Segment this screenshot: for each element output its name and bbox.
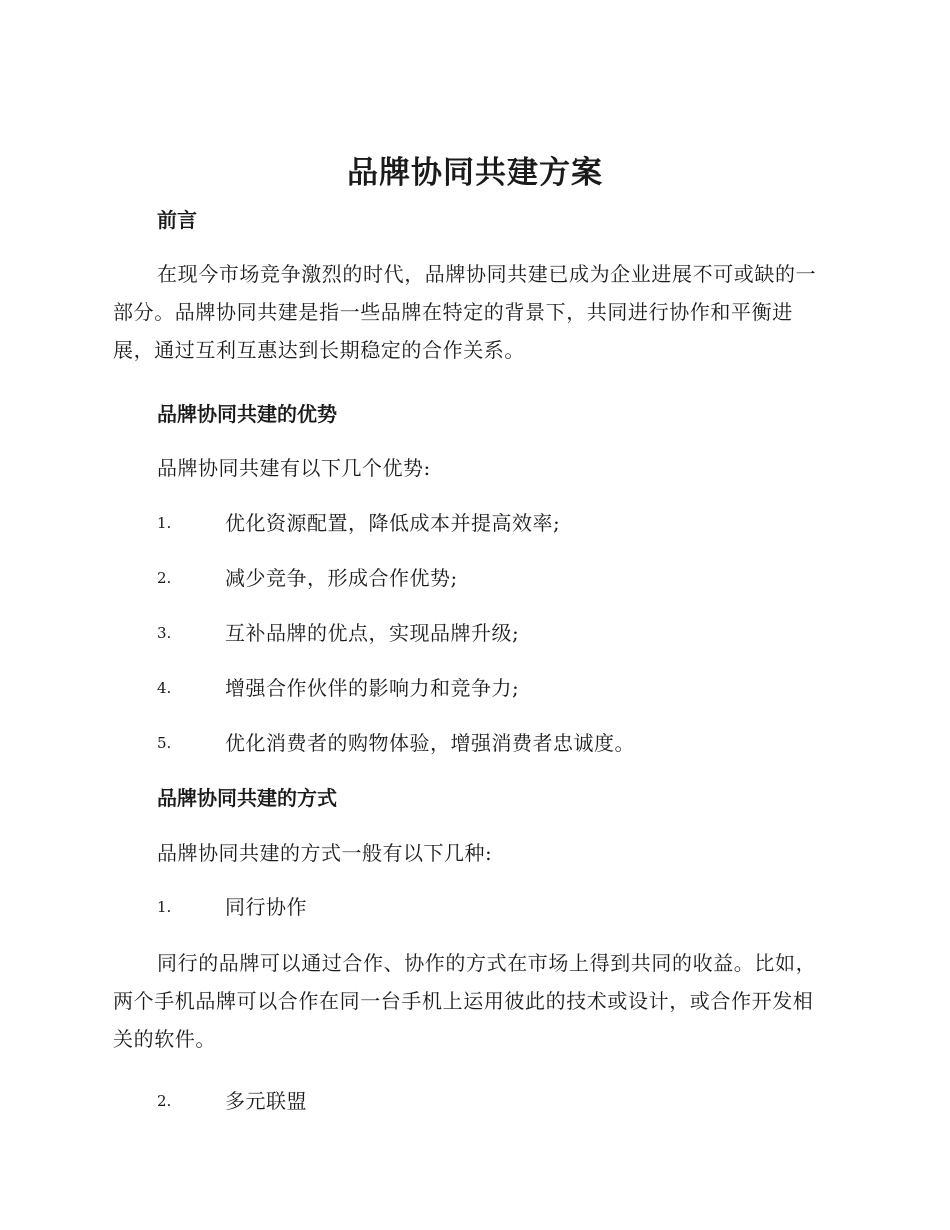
list-text: 互补品牌的优点，实现品牌升级; xyxy=(225,621,520,645)
list-text: 优化消费者的购物体验，增强消费者忠诚度。 xyxy=(225,731,635,755)
list-number: 5. xyxy=(157,734,172,752)
advantages-heading: 品牌协同共建的优势 xyxy=(157,402,337,426)
list-number: 2. xyxy=(157,1092,172,1110)
methods-intro: 品牌协同共建的方式一般有以下几种: xyxy=(157,841,493,865)
list-text: 减少竞争，形成合作优势; xyxy=(225,566,458,590)
list-number: 3. xyxy=(157,624,172,642)
method-paragraph: 同行的品牌可以通过合作、协作的方式在市场上得到共同的收益。比如，两个手机品牌可以合作在同一台手机上运用彼此的技术或设计，或合作开发相关的软件。 xyxy=(113,951,817,1051)
document-title: 品牌协同共建方案 xyxy=(347,155,603,191)
list-number: 1. xyxy=(157,514,172,532)
list-number: 1. xyxy=(157,898,172,916)
list-text: 优化资源配置，降低成本并提高效率; xyxy=(225,511,561,535)
methods-heading: 品牌协同共建的方式 xyxy=(157,786,337,810)
list-number: 2. xyxy=(157,569,172,587)
preface-paragraph: 在现今市场竞争激烈的时代，品牌协同共建已成为企业进展不可或缺的一部分。品牌协同共建是指一些品牌在特定的背景下，共同进行协作和平衡进展，通过互利互惠达到长期稳定的合作关系。 xyxy=(113,262,817,362)
preface-heading: 前言 xyxy=(157,208,197,232)
advantages-intro: 品牌协同共建有以下几个优势: xyxy=(157,456,431,480)
list-text: 同行协作 xyxy=(225,895,307,919)
list-text: 多元联盟 xyxy=(225,1089,307,1113)
list-text: 增强合作伙伴的影响力和竞争力; xyxy=(225,676,520,700)
list-number: 4. xyxy=(157,679,172,697)
